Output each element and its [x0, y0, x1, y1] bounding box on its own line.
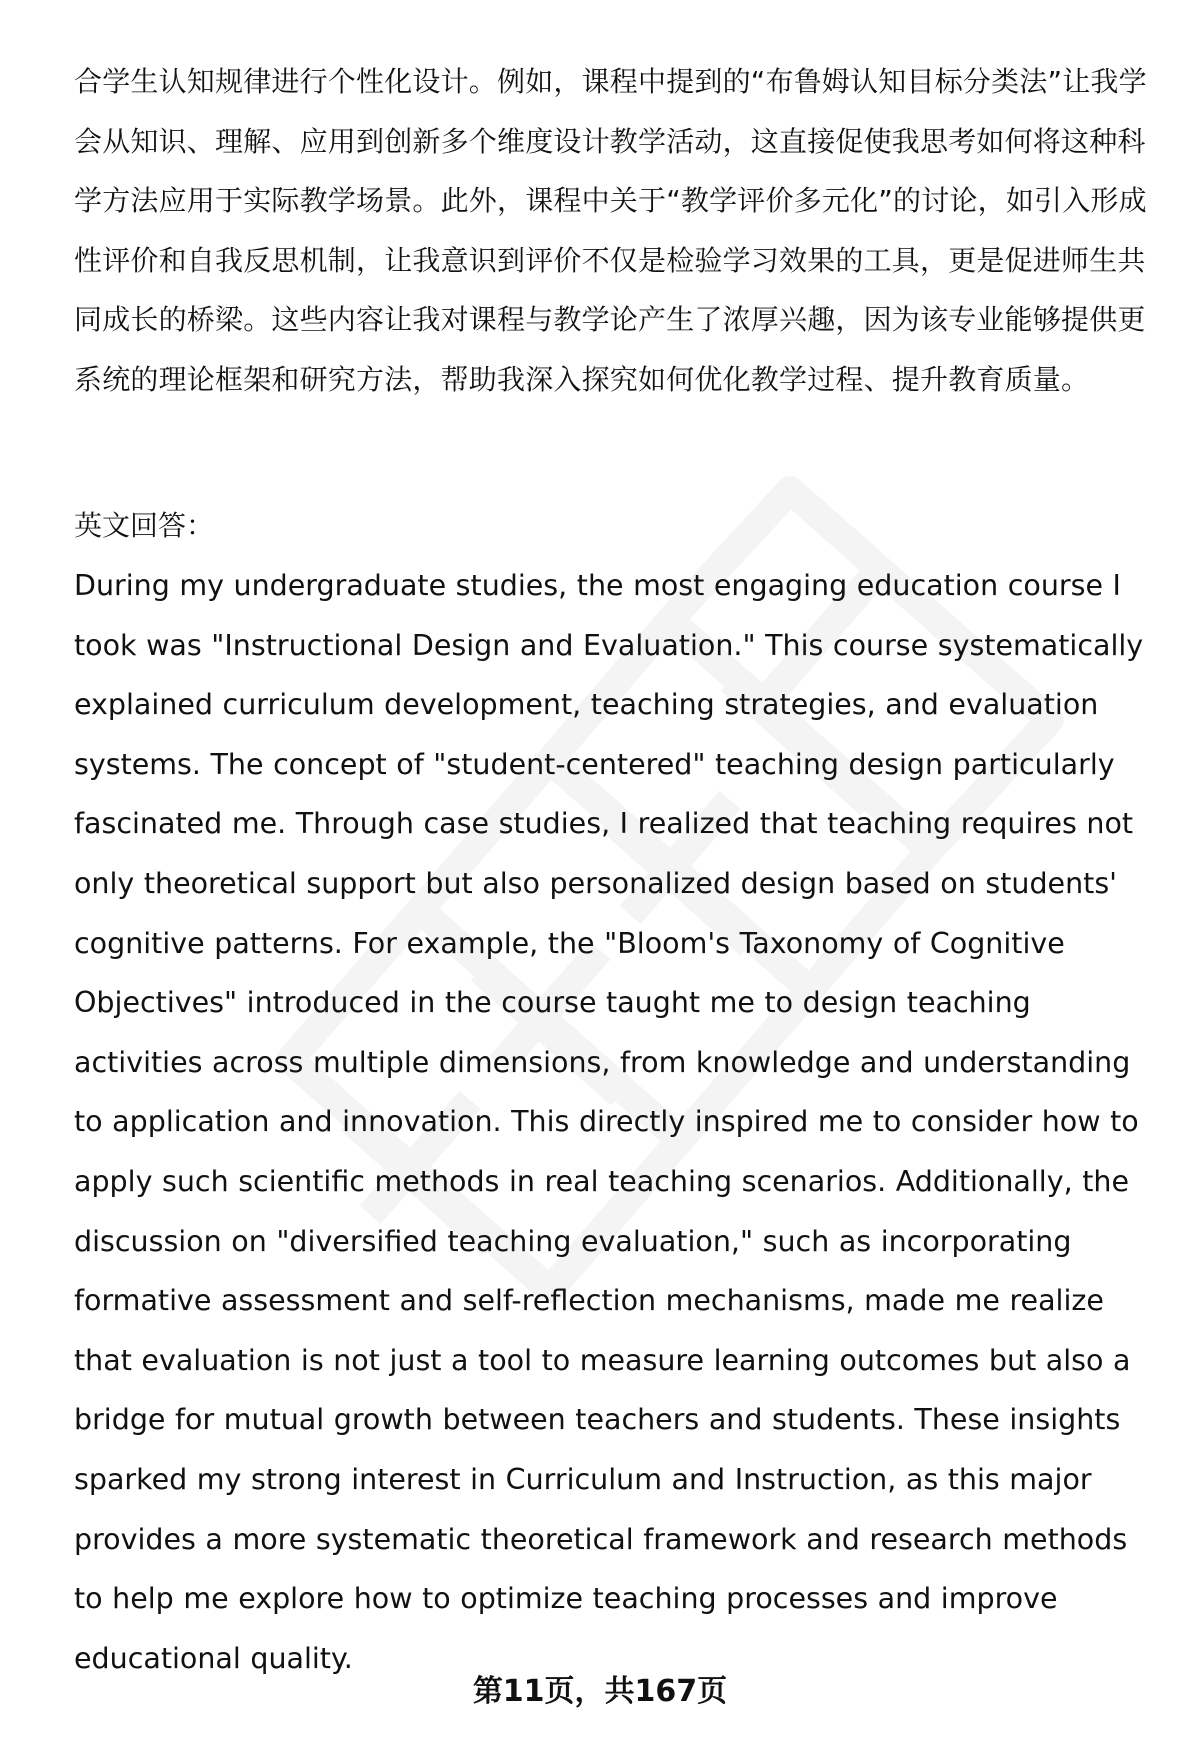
- chinese-answer-paragraph: 合学生认知规律进行个性化设计。例如，课程中提到的“布鲁姆认知目标分类法”让我学会从知识、理解、应用到创新多个维度设计教学活动，这直接促使我思考如何将这种科学方法应用于实际教学场景。此外，课程中关于“教学评价多元化”的讨论，如引入形成性评价和自我反思机制，让我意识到评价不仅是检验学习效果的工具，更是促进师生共同成长的桥梁。这些内容让我对课程与教学论产生了浓厚兴趣，因为该专业能够提供更系统的理论框架和研究方法，帮助我深入探究如何优化教学过程、提升教育质量。: [74, 65, 1147, 396]
- page-number-footer: 第11页，共167页: [472, 1674, 728, 1709]
- english-answer-heading: 英文回答：: [74, 509, 215, 542]
- english-answer-paragraph: During my undergraduate studies, the most engaging education course I took was "Instructional Design and Evaluation." This course systematically explained curriculum development, teaching strategies, and evaluation systems. The concept of "student-centered" teaching design particularly fascinated me. Through case studies, I realized that teaching requires not only theoretical support but also personalized design based on students' cognitive patterns. For example, the "Bloom's Taxonomy of Cognitive Objectives" introduced in the course taught me to design teaching activities across multiple dimensions, from knowledge and understanding to application and innovation. This directly inspired me to consider how to apply such scientific methods in real teaching scenarios. Additionally, the discussion on "diversified teaching evaluation," such as incorporating formative assessment and self-reflection mechanisms, made me realize that evaluation is not just a tool to measure learning outcomes but also a bridge for mutual growth between teachers and students. These insights sparked my strong interest in Curriculum and Instruction, as this major provides a more systematic theoretical framework and research methods to help me explore how to optimize teaching processes and improve educational quality.: [74, 569, 1144, 1675]
